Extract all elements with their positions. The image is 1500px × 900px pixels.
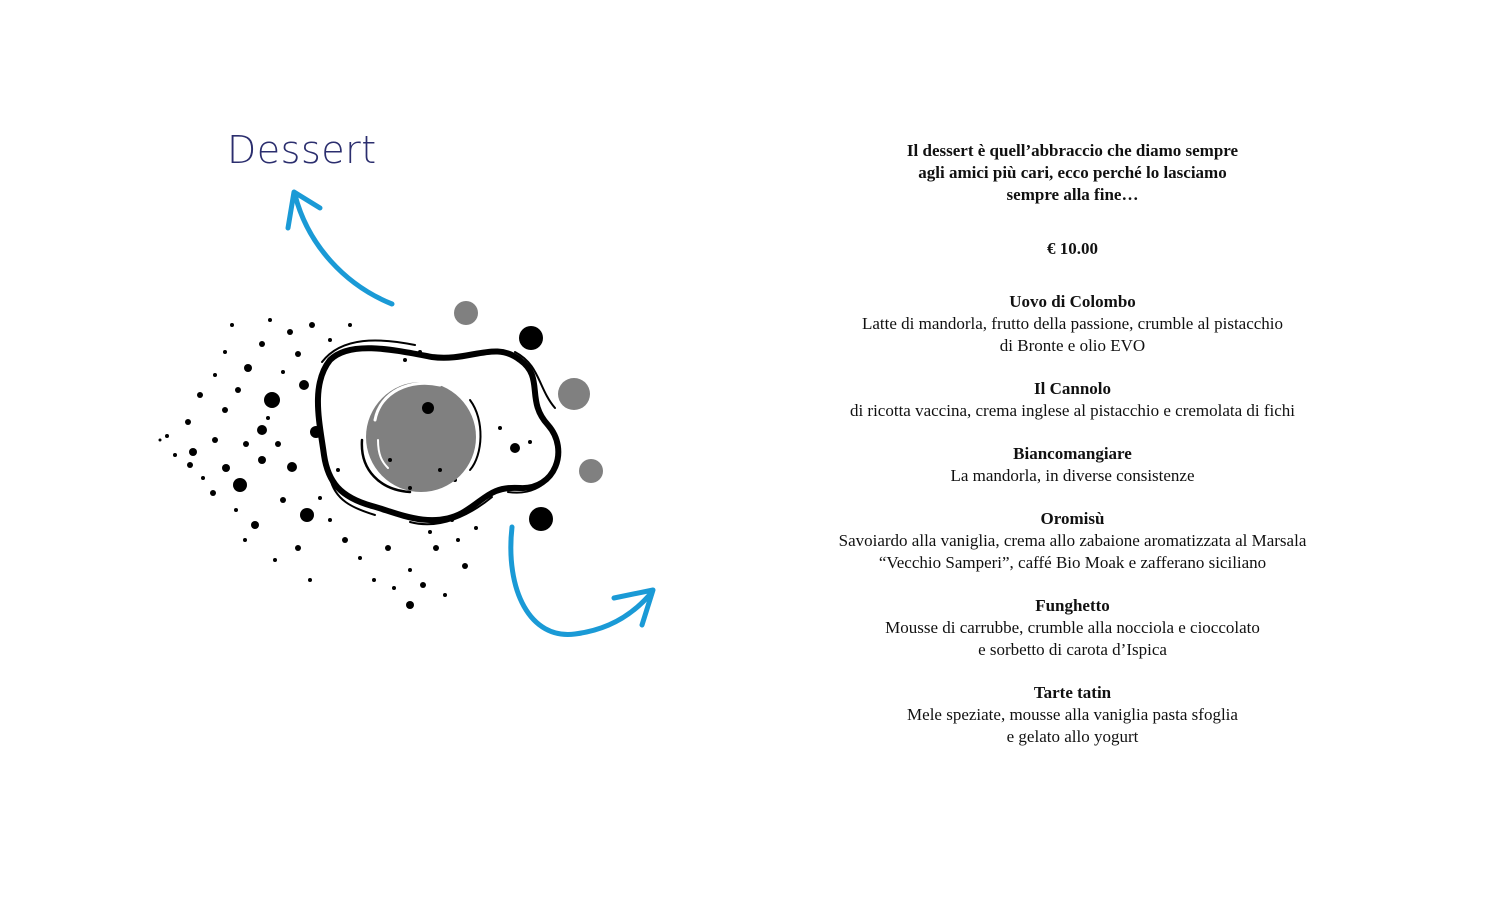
menu-item: [800, 291, 1345, 357]
item-line: Mousse di carrubbe, crumble alla nocciola e cioccolato: [885, 618, 1260, 637]
item-line: “Vecchio Samperi”, caffé Bio Moak e zafferano siciliano: [878, 553, 1267, 572]
item-name: Biancomangiare: [1013, 444, 1132, 463]
menu-item: [800, 508, 1345, 574]
item-description: [800, 617, 1345, 661]
curved-arrow-right-icon: [511, 527, 653, 634]
menu-item: [800, 595, 1345, 661]
item-name: Il Cannolo: [1034, 379, 1111, 398]
item-name: Funghetto: [1035, 596, 1110, 615]
menu-item: [800, 443, 1345, 487]
page-title: Dessert: [227, 128, 377, 172]
item-line: Latte di mandorla, frutto della passione, crumble al pistacchio: [861, 314, 1284, 333]
decorative-dots: [454, 301, 603, 531]
item-description: [800, 704, 1345, 748]
curved-arrow-up-icon: [288, 192, 392, 304]
item-name: Uovo di Colombo: [1009, 292, 1136, 311]
item-description: [800, 530, 1345, 574]
menu-item: [800, 378, 1345, 422]
item-line: di Bronte e olio EVO: [999, 336, 1146, 355]
item-name: Oromisù: [1040, 509, 1105, 528]
item-line: di ricotta vaccina, crema inglese al pistacchio e cremolata di fichi: [849, 401, 1296, 420]
item-line: e sorbetto di carota d’Ispica: [978, 640, 1167, 659]
intro-line: agli amici più cari, ecco perché lo lasciamo: [918, 163, 1227, 182]
item-line: Savoiardo alla vaniglia, crema allo zabaione aromatizzata al Marsala: [838, 531, 1307, 550]
item-name: Tarte tatin: [1033, 683, 1112, 702]
dessert-menu: [800, 140, 1345, 769]
menu-item: [800, 682, 1345, 748]
yolk: [366, 382, 476, 492]
item-line: Mele speziate, mousse alla vaniglia pasta sfoglia: [907, 705, 1238, 724]
item-description: [800, 465, 1345, 487]
intro-line: Il dessert è quell’abbraccio che diamo sempre: [906, 141, 1239, 160]
menu-intro: [800, 140, 1345, 206]
item-description: [800, 313, 1345, 357]
item-description: [800, 400, 1345, 422]
intro-line: sempre alla fine…: [1006, 185, 1139, 204]
item-line: e gelato allo yogurt: [1006, 727, 1139, 746]
speckle-dots: [159, 318, 533, 609]
menu-price: € 10.00: [1047, 239, 1098, 258]
item-line: La mandorla, in diverse consistenze: [950, 466, 1195, 485]
